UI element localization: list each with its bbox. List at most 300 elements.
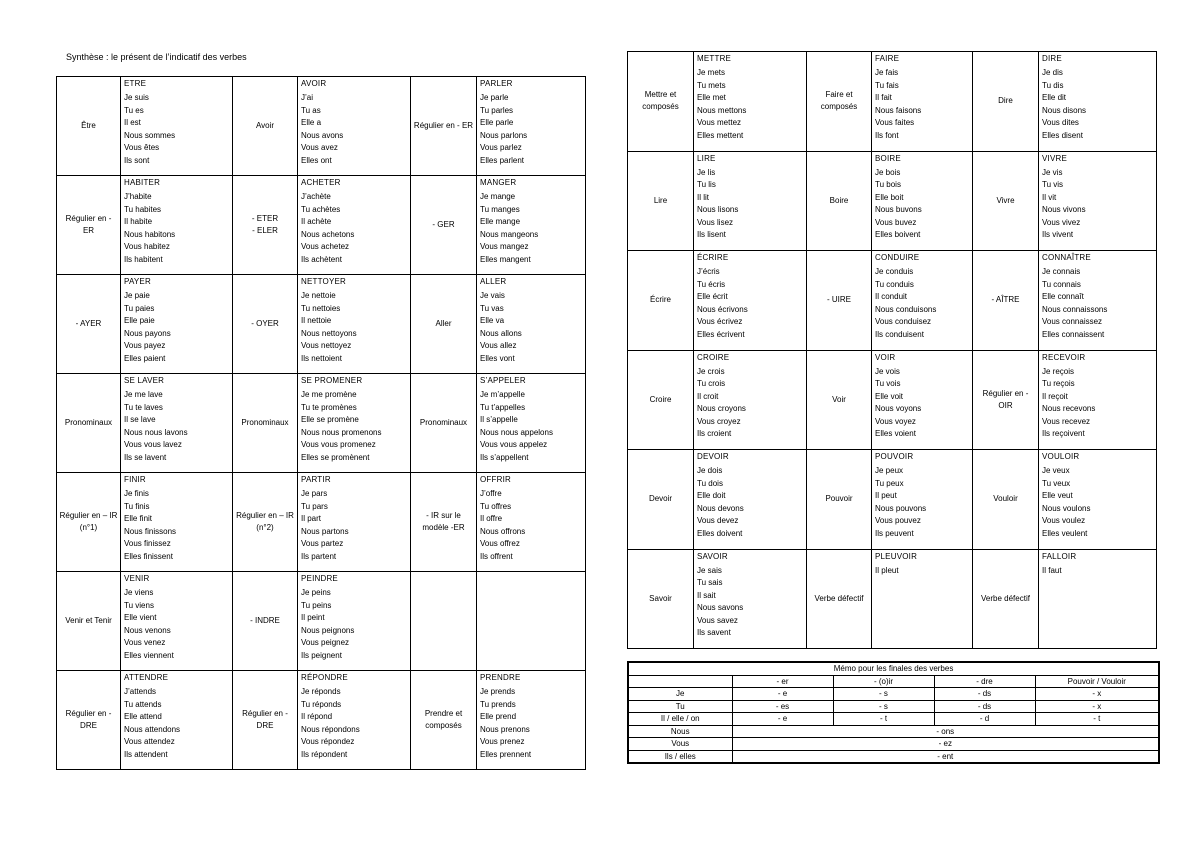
conjugation-line: Elle a — [301, 118, 322, 127]
category-label: - OYER — [233, 275, 298, 374]
conjugation-line: Elles voient — [875, 429, 916, 438]
conjugation-row — [628, 251, 1157, 351]
conjugation-line: Elles parlent — [480, 155, 525, 165]
conjugation-line: Elles boivent — [875, 230, 921, 239]
conjugation-line: Tu sais — [697, 578, 723, 587]
conjugation-line: Il fait — [875, 93, 892, 102]
category-label: - AÎTRE — [973, 251, 1039, 351]
category-label: Régulier en – IR (n°2) — [233, 473, 298, 572]
conjugation-lines — [480, 686, 582, 761]
conjugation-line: Tu offres — [480, 501, 512, 511]
conjugation-line: Nous répondons — [301, 724, 360, 734]
conjugation-line: Vous mangez — [480, 242, 529, 251]
conjugation-line: Je pars — [301, 489, 328, 498]
conjugation-line: Il peint — [301, 613, 325, 622]
verb-name: OFFRIR — [480, 475, 511, 484]
conjugation-lines — [124, 290, 229, 365]
conjugation-line: Il pleut — [875, 565, 899, 575]
conjugation-line: Je lis — [697, 167, 716, 177]
conjugation-line: Nous voulons — [1042, 503, 1091, 513]
conjugation-line: Vous conduisez — [875, 317, 932, 326]
memo-ending: - x — [1035, 688, 1159, 701]
conjugation-line: Je connais — [1042, 267, 1081, 276]
conjugation-lines — [875, 465, 969, 540]
category-label: Boire — [807, 151, 872, 251]
verb-name: METTRE — [697, 54, 732, 63]
category-label: Régulier en – IR (n°1) — [57, 473, 121, 572]
conjugation-line: Ils se lavent — [124, 452, 167, 462]
conjugation-line: J’habite — [124, 192, 152, 201]
conjugation-line: Elle parle — [480, 118, 514, 127]
category-label: - IR sur le modèle -ER — [411, 473, 477, 572]
conjugation-lines — [697, 167, 803, 242]
verb-name: VIVRE — [1042, 153, 1068, 163]
conjugation-line: Tu crois — [697, 379, 726, 388]
conjugation-line: Vous savez — [697, 615, 738, 625]
conjugation-line: Nous habitons — [124, 229, 176, 239]
conjugation-lines — [875, 366, 969, 441]
conjugation-line: Nous vivons — [1042, 205, 1086, 214]
conjugation-line: Tu attends — [124, 699, 162, 709]
conjugation-line: Ils nettoient — [301, 353, 342, 363]
verb-name: LIRE — [697, 153, 716, 163]
conjugation-line: Vous peignez — [301, 638, 350, 647]
verb-name: POUVOIR — [875, 452, 914, 461]
conjugation-line: Il répond — [301, 712, 333, 721]
conjugation-lines — [697, 565, 803, 640]
memo-ending: - ds — [934, 688, 1035, 701]
verb-name: SE PROMENER — [301, 376, 363, 385]
verb-conjugation-cell — [694, 151, 807, 251]
conjugation-line: Vous prenez — [480, 737, 525, 746]
conjugation-row — [628, 52, 1157, 152]
memo-header-dre: - dre — [934, 675, 1035, 688]
verb-name: S’APPELER — [480, 376, 526, 385]
memo-ending: - s — [833, 700, 934, 713]
conjugation-line: Elles veulent — [1042, 528, 1088, 538]
conjugation-line: Tu conduis — [875, 279, 914, 289]
conjugation-line: Nous prenons — [480, 724, 530, 734]
conjugation-line: Vous allez — [480, 341, 517, 350]
verb-conjugation-cell — [477, 572, 586, 671]
category-label: Mettre et composés — [628, 52, 694, 152]
memo-pronoun: Je — [628, 688, 732, 701]
conjugation-line: Tu pars — [301, 501, 328, 511]
conjugation-line: Ils répondent — [301, 749, 348, 759]
verb-name: CONNAÎTRE — [1042, 253, 1091, 262]
conjugation-line: Ils achètent — [301, 254, 342, 264]
verb-name: ALLER — [480, 277, 507, 286]
conjugation-line: Vous lisez — [697, 217, 734, 227]
conjugation-lines — [480, 92, 582, 167]
conjugation-lines — [697, 366, 803, 441]
conjugation-line: Je veux — [1042, 466, 1070, 475]
conjugation-line: Nous allons — [480, 328, 522, 338]
conjugation-line: Vous écrivez — [697, 317, 743, 326]
verb-name: ÉCRIRE — [697, 253, 729, 262]
conjugation-line: Tu viens — [124, 600, 154, 610]
conjugation-line: Ils vivent — [1042, 230, 1074, 239]
memo-ending: - t — [1035, 713, 1159, 726]
verb-conjugation-cell — [694, 52, 807, 152]
conjugation-line: Ils s’appellent — [480, 452, 529, 462]
verb-conjugation-cell — [298, 275, 411, 374]
conjugation-line: Il achète — [301, 217, 332, 226]
conjugation-line: Elles prennent — [480, 749, 532, 759]
category-label: Régulier en - DRE — [233, 671, 298, 770]
conjugation-line: Ils partent — [301, 551, 337, 561]
conjugation-line: Nous écrivons — [697, 304, 748, 314]
conjugation-line: Nous offrons — [480, 526, 526, 536]
verb-conjugation-cell — [298, 671, 411, 770]
conjugation-line: Il croit — [697, 391, 719, 401]
conjugation-line: J’offre — [480, 489, 502, 498]
conjugation-line: Nous voyons — [875, 404, 922, 413]
conjugation-line: Je bois — [875, 167, 901, 177]
conjugation-line: Elles paient — [124, 353, 166, 363]
conjugation-line: Tu peins — [301, 600, 332, 610]
category-label: Régulier en - ER — [57, 176, 121, 275]
conjugation-line: Il offre — [480, 514, 503, 523]
conjugation-line: Nous buvons — [875, 205, 922, 214]
verb-conjugation-cell — [872, 251, 973, 351]
page-title: Synthèse : le présent de l’indicatif des verbes — [66, 52, 247, 62]
conjugation-line: Tu as — [301, 105, 321, 115]
conjugation-line: Je nettoie — [301, 291, 336, 300]
conjugation-lines — [697, 266, 803, 341]
conjugation-line: J’écris — [697, 267, 720, 276]
conjugation-line: Tu fais — [875, 80, 899, 90]
category-label: Faire et composés — [807, 52, 872, 152]
verb-conjugation-cell — [477, 176, 586, 275]
conjugation-line: Ils conduisent — [875, 329, 924, 339]
conjugation-line: Elle boit — [875, 192, 904, 202]
conjugation-line: Tu es — [124, 105, 144, 115]
conjugation-line: Ils attendent — [124, 749, 168, 759]
conjugation-lines — [1042, 565, 1153, 578]
conjugation-line: Je prends — [480, 687, 516, 696]
verb-conjugation-cell — [298, 374, 411, 473]
conjugation-row — [57, 671, 586, 770]
conjugation-line: Elle va — [480, 316, 505, 325]
conjugation-line: Nous sommes — [124, 130, 176, 140]
conjugation-lines — [124, 587, 229, 662]
conjugation-lines — [875, 266, 969, 341]
conjugation-line: Vous nettoyez — [301, 341, 352, 350]
conjugation-line: Nous nous lavons — [124, 427, 188, 437]
memo-ending: - e — [732, 688, 833, 701]
verb-conjugation-cell — [121, 374, 233, 473]
conjugation-line: Elle finit — [124, 514, 153, 523]
verb-conjugation-cell — [694, 450, 807, 550]
verb-conjugation-cell — [121, 176, 233, 275]
conjugation-line: Il reçoit — [1042, 391, 1068, 401]
verb-conjugation-cell — [298, 473, 411, 572]
verb-conjugation-cell — [1039, 251, 1157, 351]
category-label: Régulier en - OIR — [973, 350, 1039, 450]
conjugation-lines — [301, 587, 407, 662]
conjugation-line: Nous nous promenons — [301, 427, 382, 437]
conjugation-lines — [1042, 366, 1153, 441]
verb-conjugation-cell — [694, 251, 807, 351]
conjugation-line: Je dois — [697, 466, 723, 475]
memo-ending: - t — [833, 713, 934, 726]
conjugation-line: Nous disons — [1042, 105, 1087, 115]
conjugation-line: Tu bois — [875, 180, 901, 189]
conjugation-line: Je me promène — [301, 390, 357, 399]
conjugation-row — [57, 473, 586, 572]
memo-ending: - ent — [732, 750, 1159, 763]
memo-header-er: - er — [732, 675, 833, 688]
conjugation-line: Je reçois — [1042, 366, 1075, 376]
conjugation-line: Je vois — [875, 366, 900, 376]
category-label: Verbe défectif — [807, 549, 872, 649]
verb-conjugation-cell — [298, 176, 411, 275]
conjugation-line: Je vais — [480, 291, 505, 300]
category-label — [411, 572, 477, 671]
conjugation-line: Tu lis — [697, 180, 716, 189]
verb-name: MANGER — [480, 178, 517, 187]
conjugation-lines — [301, 290, 407, 365]
verb-name: DEVOIR — [697, 452, 729, 461]
category-label: - ETER - ELER — [233, 176, 298, 275]
conjugation-lines — [480, 290, 582, 365]
conjugation-line: Nous parlons — [480, 130, 528, 140]
conjugation-line: Je crois — [697, 366, 725, 376]
conjugation-line: Nous partons — [301, 526, 349, 536]
conjugation-line: Nous finissons — [124, 526, 177, 536]
conjugation-line: Tu dois — [697, 478, 723, 488]
conjugation-lines — [875, 167, 969, 242]
conjugation-line: Elles vont — [480, 353, 515, 363]
conjugation-line: Vous venez — [124, 638, 166, 647]
conjugation-lines — [480, 389, 582, 464]
conjugation-line: Je vis — [1042, 167, 1063, 177]
conjugation-line: Je finis — [124, 489, 149, 498]
conjugation-line: Il vit — [1042, 192, 1057, 202]
conjugation-line: Tu parles — [480, 105, 514, 115]
memo-ending: - s — [833, 688, 934, 701]
memo-pronoun: Vous — [628, 738, 732, 751]
conjugation-line: Nous payons — [124, 328, 171, 338]
conjugation-line: Je peins — [301, 588, 331, 597]
category-label: - INDRE — [233, 572, 298, 671]
conjugation-line: Nous mangeons — [480, 229, 539, 239]
right-table-body — [628, 52, 1157, 649]
conjugation-line: Nous avons — [301, 130, 344, 140]
category-label: Écrire — [628, 251, 694, 351]
verb-name: BOIRE — [875, 153, 901, 163]
conjugation-line: Vous vivez — [1042, 217, 1081, 227]
conjugation-line: Nous mettons — [697, 105, 747, 115]
conjugation-lines — [301, 389, 407, 464]
conjugation-line: Elle se promène — [301, 415, 359, 424]
category-label: Pronominaux — [233, 374, 298, 473]
conjugation-line: Je m’appelle — [480, 390, 525, 399]
verb-name: NETTOYER — [301, 277, 347, 286]
conjugation-lines — [480, 191, 582, 266]
verb-conjugation-cell — [872, 450, 973, 550]
conjugation-line: Tu écris — [697, 279, 726, 289]
conjugation-line: Il part — [301, 514, 322, 523]
category-label: - UIRE — [807, 251, 872, 351]
conjugation-line: Nous conduisons — [875, 304, 937, 314]
conjugation-lines — [124, 92, 229, 167]
verb-name: VOIR — [875, 352, 896, 362]
conjugation-line: Vous vous promenez — [301, 440, 376, 449]
conjugation-line: Elle attend — [124, 712, 162, 721]
memo-pronoun: Tu — [628, 700, 732, 713]
verb-name: HABITER — [124, 178, 161, 187]
conjugation-line: Ils croient — [697, 429, 732, 438]
verb-conjugation-cell — [477, 77, 586, 176]
conjugation-line: Je mets — [697, 68, 726, 77]
conjugation-lines — [124, 389, 229, 464]
conjugation-line: Tu t’appelles — [480, 402, 526, 412]
category-label: Pronominaux — [57, 374, 121, 473]
conjugation-line: Tu vois — [875, 379, 901, 388]
right-conjugation-table — [627, 51, 1157, 649]
conjugation-line: Tu paies — [124, 303, 155, 313]
verb-name: DIRE — [1042, 54, 1062, 63]
conjugation-lines — [697, 67, 803, 142]
conjugation-line: Nous lisons — [697, 205, 739, 214]
conjugation-line: Il s’appelle — [480, 415, 518, 424]
conjugation-line: Tu manges — [480, 204, 520, 214]
left-table-body — [57, 77, 586, 770]
conjugation-line: Je paie — [124, 291, 150, 300]
category-label: Dire — [973, 52, 1039, 152]
conjugation-row — [57, 176, 586, 275]
category-label: - AYER — [57, 275, 121, 374]
conjugation-line: Je réponds — [301, 687, 341, 696]
conjugation-line: Elle écrit — [697, 292, 728, 301]
conjugation-line: Ils lisent — [697, 230, 726, 239]
conjugation-line: Ils habitent — [124, 254, 163, 264]
category-label: Être — [57, 77, 121, 176]
conjugation-line: Nous recevons — [1042, 404, 1096, 413]
conjugation-line: Je dis — [1042, 68, 1063, 77]
conjugation-line: Il habite — [124, 217, 153, 226]
category-label: Aller — [411, 275, 477, 374]
verb-name: PEINDRE — [301, 574, 338, 583]
conjugation-line: Vous vous lavez — [124, 440, 182, 449]
memo-ending: - x — [1035, 700, 1159, 713]
category-label: Régulier en - ER — [411, 77, 477, 176]
verb-conjugation-cell — [694, 549, 807, 649]
conjugation-line: Nous pouvons — [875, 503, 927, 513]
category-label: Vivre — [973, 151, 1039, 251]
memo-header-oir: - (o)ir — [833, 675, 934, 688]
verb-name — [480, 574, 582, 587]
conjugation-line: Elle dit — [1042, 93, 1067, 102]
conjugation-line: Vous finissez — [124, 539, 171, 548]
conjugation-lines — [697, 465, 803, 540]
category-label: Verbe défectif — [973, 549, 1039, 649]
verb-conjugation-cell — [121, 473, 233, 572]
conjugation-line: Elle paie — [124, 316, 155, 325]
conjugation-row — [57, 374, 586, 473]
conjugation-line: Vous dites — [1042, 118, 1079, 127]
conjugation-line: Nous venons — [124, 625, 171, 635]
verb-name: SE LAVER — [124, 376, 165, 385]
conjugation-line: Je mange — [480, 192, 516, 201]
memo-ending: - d — [934, 713, 1035, 726]
conjugation-line: Vous répondez — [301, 737, 355, 746]
conjugation-row — [628, 350, 1157, 450]
conjugation-lines — [301, 191, 407, 266]
conjugation-line: Vous partez — [301, 539, 344, 548]
verb-conjugation-cell — [872, 549, 973, 649]
conjugation-line: Elles disent — [1042, 130, 1083, 140]
conjugation-lines — [1042, 266, 1153, 341]
conjugation-line: Ils peuvent — [875, 528, 914, 538]
conjugation-line: Elles écrivent — [697, 329, 745, 339]
verb-name: ATTENDRE — [124, 673, 169, 682]
verb-conjugation-cell — [477, 671, 586, 770]
left-conjugation-table — [56, 76, 586, 770]
verb-conjugation-cell — [121, 572, 233, 671]
conjugation-line: Nous connaissons — [1042, 304, 1108, 314]
conjugation-line: Tu réponds — [301, 699, 342, 709]
verb-name: ETRE — [124, 79, 147, 88]
conjugation-lines — [1042, 465, 1153, 540]
conjugation-row — [57, 572, 586, 671]
verb-name: SAVOIR — [697, 551, 728, 561]
memo-header-pouvoir-vouloir: Pouvoir / Vouloir — [1035, 675, 1159, 688]
verb-conjugation-cell — [477, 374, 586, 473]
conjugation-line: Elle vient — [124, 613, 157, 622]
conjugation-line: Il est — [124, 118, 141, 127]
conjugation-line: Je viens — [124, 588, 154, 597]
memo-table — [627, 661, 1160, 764]
conjugation-line: Elle mange — [480, 217, 521, 226]
conjugation-line: Tu te promènes — [301, 402, 357, 412]
conjugation-line: Elle prend — [480, 712, 517, 721]
verb-conjugation-cell — [1039, 151, 1157, 251]
verb-conjugation-cell — [477, 473, 586, 572]
conjugation-line: Elles se promènent — [301, 452, 370, 462]
conjugation-line: J’attends — [124, 687, 157, 696]
memo-header-empty — [628, 675, 732, 688]
conjugation-line: Tu nettoies — [301, 303, 341, 313]
conjugation-line: Tu mets — [697, 80, 726, 90]
conjugation-line: Ils sont — [124, 155, 150, 165]
conjugation-line: Vous connaissez — [1042, 317, 1103, 326]
verb-conjugation-cell — [872, 52, 973, 152]
conjugation-line: Elle voit — [875, 391, 904, 401]
conjugation-line: Je parle — [480, 93, 509, 102]
conjugation-line: Elles mangent — [480, 254, 531, 264]
conjugation-line: Il nettoie — [301, 316, 332, 325]
conjugation-line: Tu vis — [1042, 180, 1064, 189]
verb-name: FAIRE — [875, 54, 900, 63]
conjugation-line: Elles doivent — [697, 528, 743, 538]
category-label: Devoir — [628, 450, 694, 550]
memo-pronoun: Nous — [628, 725, 732, 738]
verb-name: VOULOIR — [1042, 452, 1080, 461]
verb-name: CROIRE — [697, 352, 730, 362]
conjugation-line: Elle veut — [1042, 491, 1073, 500]
memo-ending: - e — [732, 713, 833, 726]
verb-name: PARTIR — [301, 475, 331, 484]
category-label: Prendre et composés — [411, 671, 477, 770]
memo-pronoun: Il / elle / on — [628, 713, 732, 726]
conjugation-line: Il lit — [697, 192, 709, 202]
verb-conjugation-cell — [1039, 52, 1157, 152]
category-label: Croire — [628, 350, 694, 450]
memo-ending: - ons — [732, 725, 1159, 738]
